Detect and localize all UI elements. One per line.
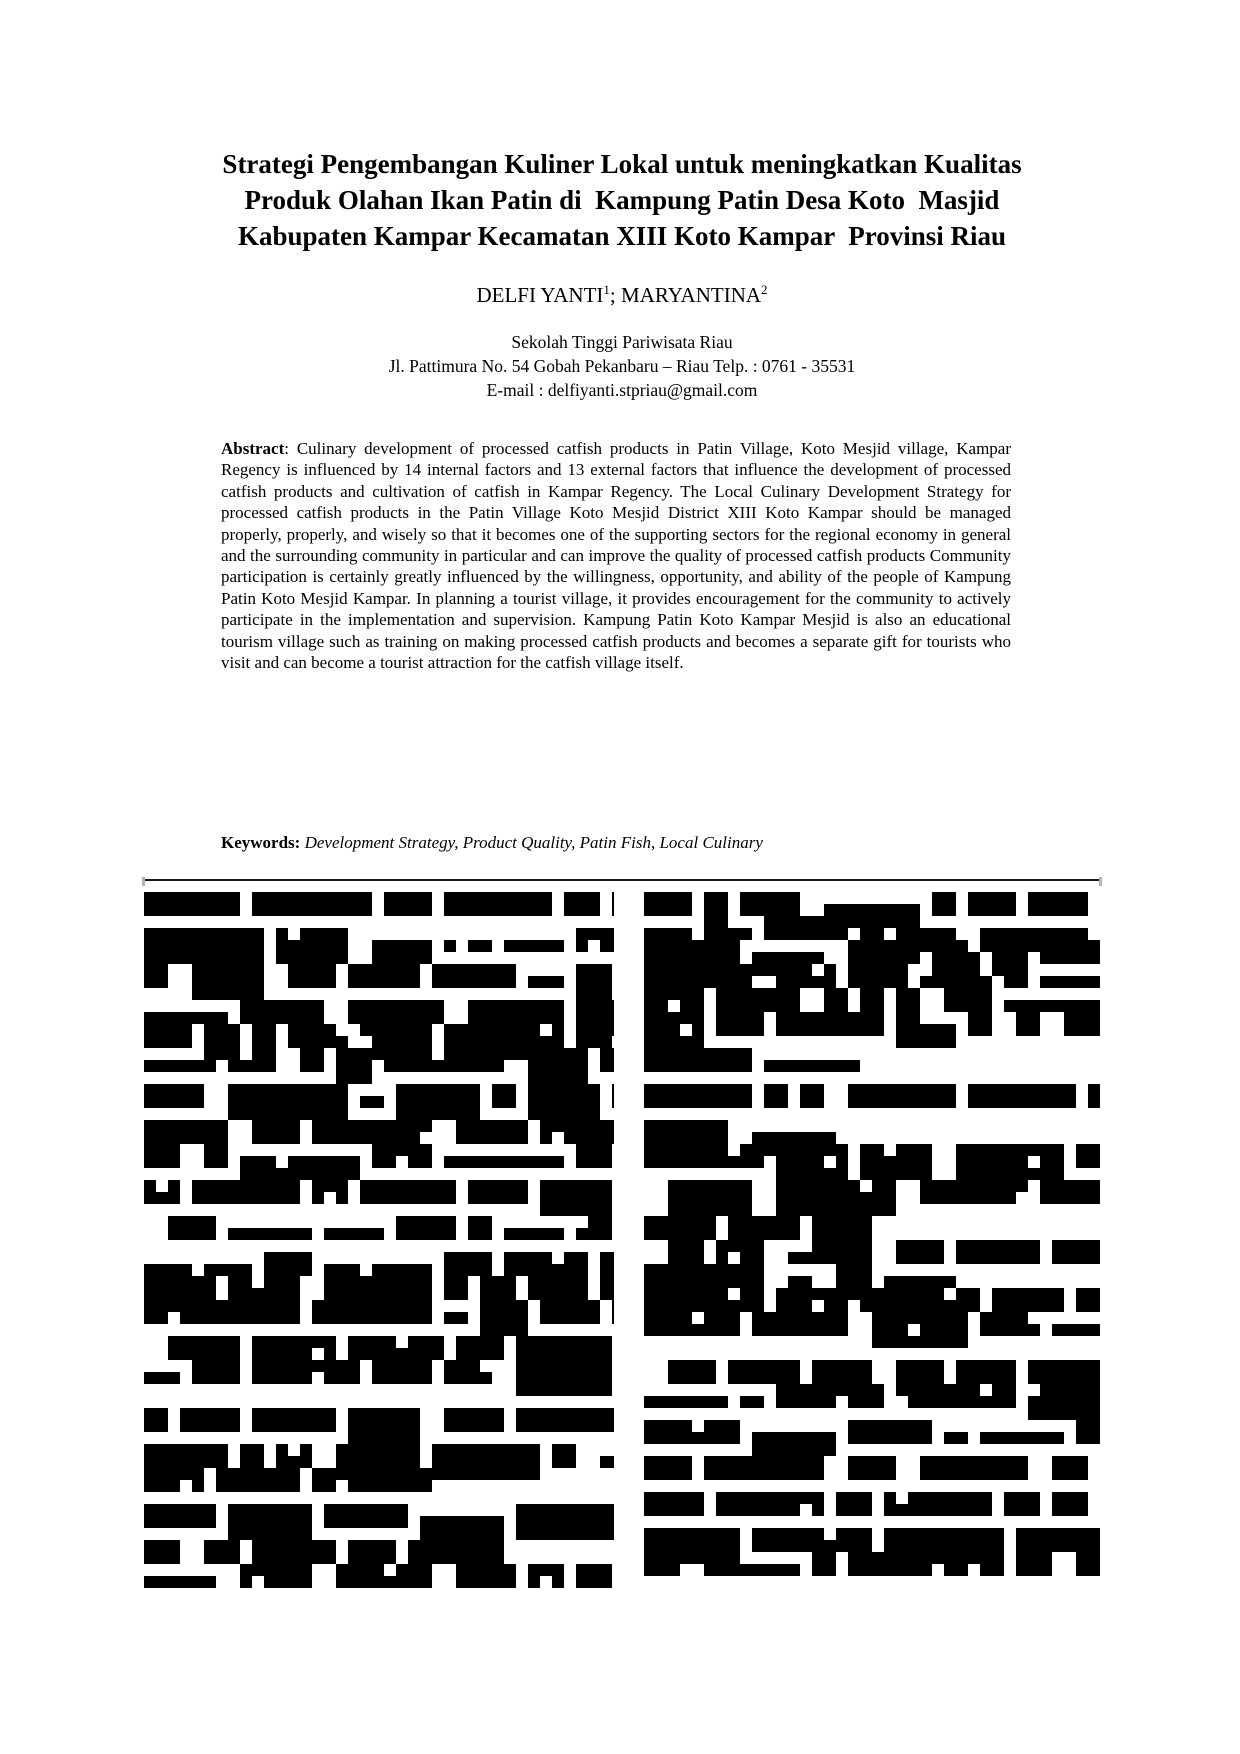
keywords-label: Keywords: — [221, 833, 301, 852]
title-line-2: Produk Olahan Ikan Patin di Kampung Patin Desa Koto Masjid — [244, 185, 1000, 215]
keywords-text: Development Strategy, Product Quality, Patin Fish, Local Culinary — [300, 833, 763, 852]
abstract-text: : Culinary development of processed catfish products in Patin Village, Koto Mesjid village, Kampar Regency is influenced by 14 internal factors and 13 external factors that influence the development of processed catfish products and cultivation of catfish in Kampar Regency. The Local Culinary Development Strategy for processed catfish products in the Patin Village Koto Mesjid District XIII Koto Kampar should be managed properly, properly, and wisely so that it becomes one of the supporting sectors for the regional economy in general and the surrounding community in particular and can improve the quality of processed catfish products Community participation is certainly greatly influenced by the willingness, opportunity, and ability of the people of Kampung Patin Koto Mesjid Kampar. In planning a tourist village, it provides encouragement for the community to actively participate in the implementation and supervision. Kampung Patin Koto Kampar Mesjid is also an educational tourism village such as training on making processed catfish products and becomes a separate gift for tourists who visit and can become a tourist attraction for the catfish village itself. — [221, 439, 1011, 673]
affiliation-email: E-mail : delfiyanti.stpriau@gmail.com — [486, 380, 758, 400]
affiliation-block — [144, 330, 1100, 402]
redacted-body — [144, 892, 1100, 1616]
abstract-label: Abstract — [221, 439, 285, 458]
separator-rule — [144, 879, 1100, 881]
title-line-3: Kabupaten Kampar Kecamatan XIII Koto Kampar Provinsi Riau — [237, 221, 1007, 251]
author-name-1: DELFI YANTI — [476, 283, 604, 307]
author-affil-mark-1: 1 — [603, 282, 610, 297]
rule-right-tick — [1099, 877, 1102, 886]
article-title — [144, 146, 1100, 254]
abstract-paragraph — [221, 438, 1011, 673]
authors-separator: ; — [609, 283, 622, 307]
redacted-column-right — [644, 892, 1100, 1598]
affiliation-address: Jl. Pattimura No. 54 Gobah Pekanbaru – Riau Telp. : 0761 - 35531 — [388, 356, 856, 376]
rule-left-tick — [142, 877, 145, 886]
title-line-1: Strategi Pengembangan Kuliner Lokal untuk meningkatkan Kualitas — [222, 149, 1022, 179]
author-name-2: MARYANTINA — [621, 283, 762, 307]
redacted-column-left — [144, 892, 614, 1614]
author-affil-mark-2: 2 — [761, 282, 768, 297]
authors-line — [144, 282, 1100, 308]
affiliation-institution: Sekolah Tinggi Pariwisata Riau — [511, 332, 733, 352]
keywords-line — [221, 832, 1011, 853]
